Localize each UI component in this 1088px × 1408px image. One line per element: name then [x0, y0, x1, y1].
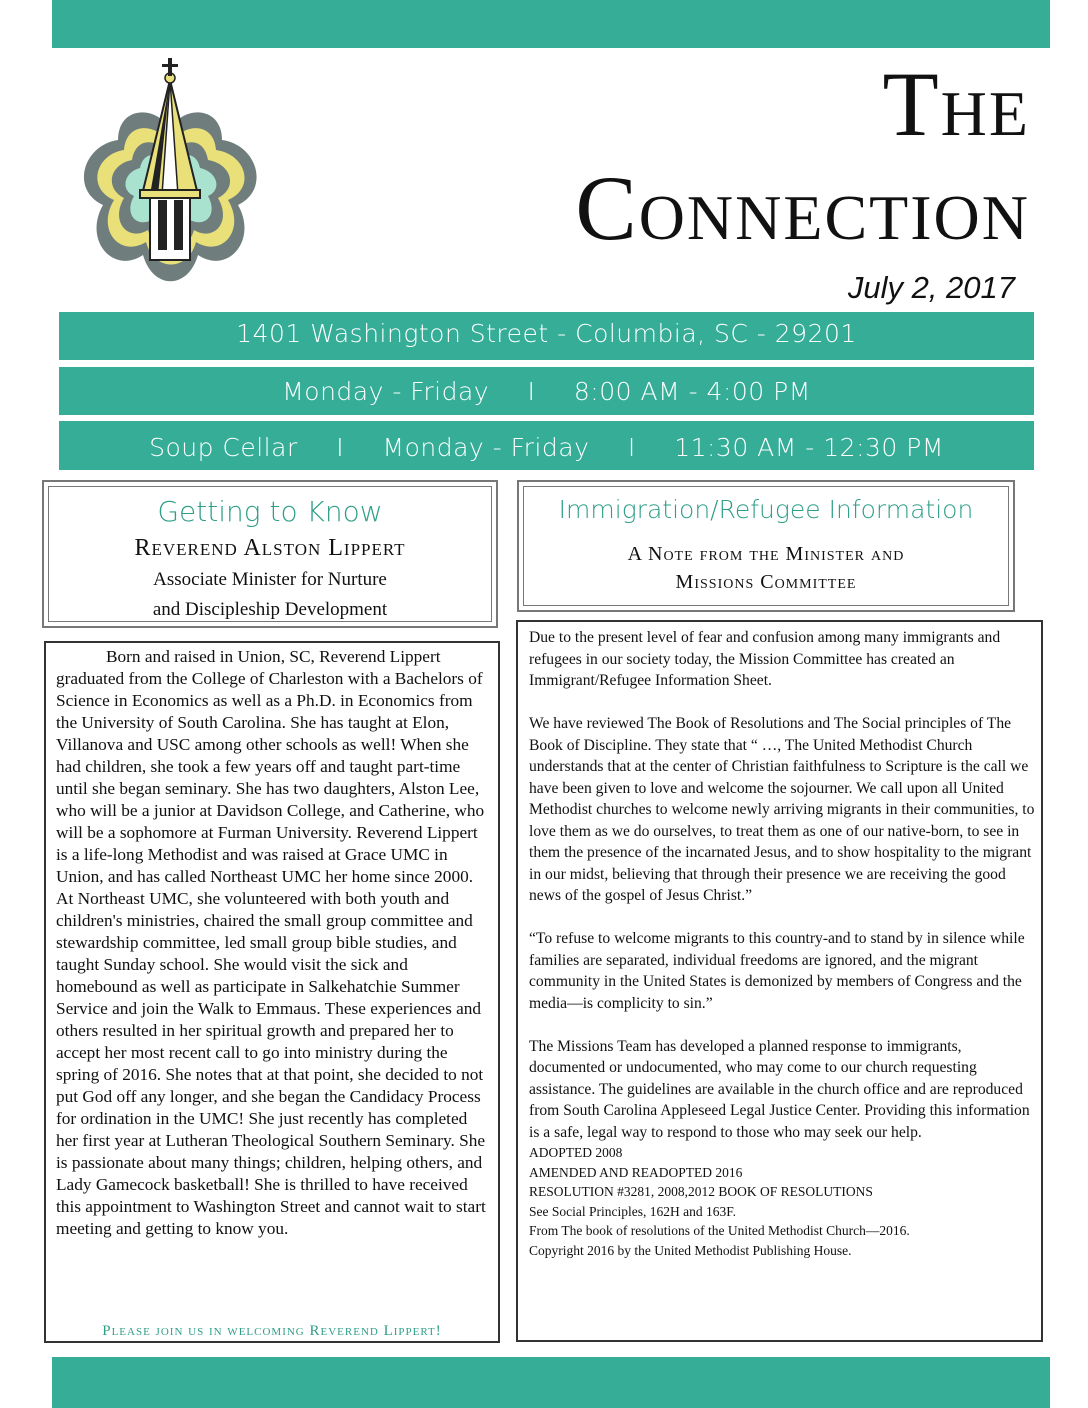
left-header-inner-frame — [48, 486, 492, 622]
welcome-closing-line: Please join us in welcoming Reverend Lippert! — [102, 1323, 442, 1339]
office-time: 8:00 AM - 4:00 PM — [573, 377, 811, 406]
minister-name: Reverend Alston Lippert — [134, 535, 406, 561]
top-accent-bar — [52, 0, 1050, 48]
soup-cellar-time: 11:30 AM - 12:30 PM — [674, 433, 944, 462]
right-para-4: The Missions Team has developed a planned response to immigrants, documented or undocumented, who may come to our church requesting assistance. The guidelines are available in the church office and are reproduced from South Carolina Appleseed Legal Justice Center. Providing this information is a safe, legal way to respond to those who may seek our help. — [529, 1037, 1030, 1141]
office-hours-band — [59, 367, 1034, 415]
soup-cellar-name: Soup Cellar — [149, 433, 298, 462]
resolution-note: RESOLUTION #3281, 2008,2012 BOOK OF RESOLUTIONS — [529, 1184, 873, 1199]
right-para-2: We have reviewed The Book of Resolutions and The Social principles of The Book of Discipline. They state that “ …, The United Methodist Church understands that at the center of Christian faithfulness to Scripture is the call we have been given to love and welcome the sojourner. We call upon all United Methodist churches to welcome newly arriving migrants in their communities, to love them as we do ourselves, to treat them as one of our native-born, to see in them the presence of the incarnated Jesus, and to show hospitality to the migrant in our midst, believing that through their presence we are receiving the good news of the gospel of Jesus Christ.” — [529, 715, 1035, 904]
address-band — [59, 312, 1034, 360]
right-article-body-box — [516, 620, 1043, 1342]
minister-role-line1: Associate Minister for Nurture — [153, 569, 387, 590]
right-section-title: Immigration/Refugee Information — [558, 495, 974, 524]
resolution-note: See Social Principles, 162H and 163F. — [529, 1203, 737, 1219]
masthead-title-connection: Connection — [575, 157, 1030, 259]
soup-cellar-band — [59, 421, 1034, 470]
address-text: 1401 Washington Street - Columbia, SC - 29201 — [236, 319, 857, 348]
left-article-body-box — [44, 641, 500, 1343]
office-days: Monday - Friday — [282, 377, 490, 406]
issue-date: July 2, 2017 — [847, 270, 1015, 305]
soup-cellar-days: Monday - Friday — [382, 433, 590, 462]
left-article-body — [56, 646, 490, 1240]
left-article-text: Born and raised in Union, SC, Reverend Lippert graduated from the College of Charleston with a Bachelors of Science in Economics as well as a Ph.D. in Economics from the University of South Carolina. She has taught at Elon, Villanova and USC among other schools as well! When she had children, she took a few years off and taught part-time until she began seminary. She has two daughters, Alston Lee, who will be a junior at Davidson College, and Catherine, who will be a sophomore at Furman University. Reverend Lippert is a life-long Methodist and was raised at Grace UMC in Union, and has called Northeast UMC her home since 2000. At Northeast UMC, she volunteered with both youth and children's ministries, chaired the small group committee and stewardship committee, led small group bible studies, and taught Sunday school. She would visit the sick and homebound as well as participate in Salkehatchie Summer Service and join the Walk to Emmaus. These experiences and others resulted in her spiritual growth and prepared her to accept her most recent call to go into ministry during the spring of 2016. She notes that at that point, she decided to not put God off any longer, and she began the Candidacy Process for ordination in the UMC! She just recently has completed her first year at Lutheran Theological Southern Seminary. She is passionate about many things; children, helping others, and Lady Gamecock basketball! She is thrilled to have received this appointment to Washington Street and cannot wait to start meeting and getting to know you. — [56, 647, 486, 1238]
left-article-header-box — [42, 480, 498, 628]
right-article-header-box — [517, 480, 1015, 612]
band-separator: I — [627, 433, 636, 462]
resolution-note: AMENDED AND READOPTED 2016 — [529, 1164, 743, 1180]
resolution-note: ADOPTED 2008 — [529, 1145, 623, 1160]
bottom-accent-bar — [52, 1357, 1050, 1408]
masthead-title-the: The — [882, 53, 1030, 155]
church-steeple-logo — [58, 50, 283, 312]
right-para-1: Due to the present level of fear and confusion among many immigrants and refugees in our society today, the Mission Committee has created an Immigrant/Refugee Information Sheet. — [529, 629, 1001, 689]
right-article-body — [529, 627, 1037, 1260]
right-para-3: “To refuse to welcome migrants to this country-and to stand by in silence while families are separated, individual freedoms are ignored, and the migrant community in the United States is demonized by members of Congress and the media—is complicity to sin.” — [529, 930, 1025, 1012]
resolution-note: From The book of resolutions of the United Methodist Church—2016. — [529, 1223, 910, 1238]
band-separator: I — [527, 377, 536, 406]
right-subtitle-line1: A Note from the Minister and — [627, 543, 905, 565]
minister-role-line2: and Discipleship Development — [152, 599, 388, 620]
left-section-title: Getting to Know — [157, 495, 383, 528]
right-subtitle-line2: Missions Committee — [675, 571, 857, 593]
resolution-note: Copyright 2016 by the United Methodist Publishing House. — [529, 1242, 852, 1258]
band-separator: I — [336, 433, 345, 462]
right-header-inner-frame — [523, 486, 1009, 606]
